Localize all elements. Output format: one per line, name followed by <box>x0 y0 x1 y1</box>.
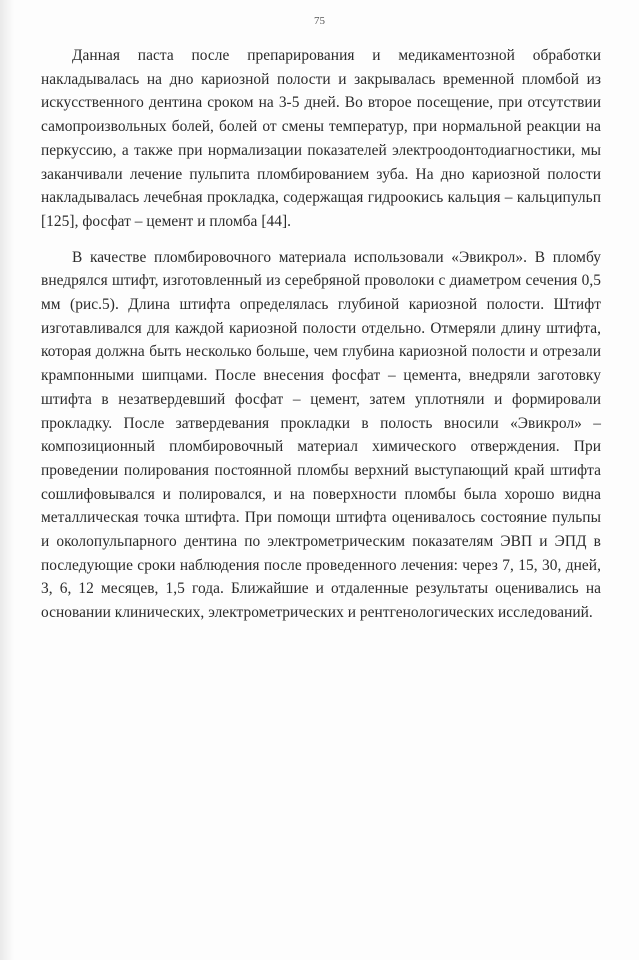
paragraph-2: В качестве пломбировочного материала использовали «Эвикрол». В пломбу внедрялся штифт, изготовленный из серебряной проволоки с диаметром сечения 0,5 мм (рис.5). Длина штифта определялась глубиной кариозной полости. Штифт изготавливался для каждой кариозной полости отдельно. Отмеряли длину штифта, которая должна быть несколько больше, чем глубина кариозной полости и отрезали крампонными шипцами. После внесения фосфат – цемента, внедряли заготовку штифта в незатвердевший фосфат – цемент, затем уплотняли и формировали прокладку. После затвердевания прокладки в полость вносили «Эвикрол» – композиционный пломбировочный материал химического отверждения. При проведении полирования постоянной пломбы верхний выступающий край штифта сошлифовывался и полировался, и на поверхности пломбы была хорошо видна металлическая точка штифта. При помощи штифта оценивалось состояние пульпы и околопульпарного дентина по электрометрическим показателям ЭВП и ЭПД в последующие сроки наблюдения после проведенного лечения: через 7, 15, 30, дней, 3, 6, 12 месяцев, 1,5 года. Ближайшие и отдаленные результаты оценивались на основании клинических, электрометрических и рентгенологических исследований. <box>41 248 601 622</box>
body-text <box>41 44 601 625</box>
page-number: 75 <box>314 15 325 27</box>
paragraph-1: Данная паста после препарирования и медикаментозной обработки накладывалась на дно кариозной полости и закрывалась временной пломбой из искусственного дентина сроком на 3-5 дней. Во второе посещение, при отсутствии самопроизвольных болей, болей от смены температур, при нормальной реакции на перкуссию, а также при нормализации показателей электроодонтодиагностики, мы заканчивали лечение пульпита пломбированием зуба. На дно кариозной полости накладывалась лечебная прокладка, содержащая гидроокись кальция – кальципульп [125], фосфат – цемент и пломба [44]. <box>41 47 601 230</box>
scan-edge-shadow <box>0 0 14 960</box>
